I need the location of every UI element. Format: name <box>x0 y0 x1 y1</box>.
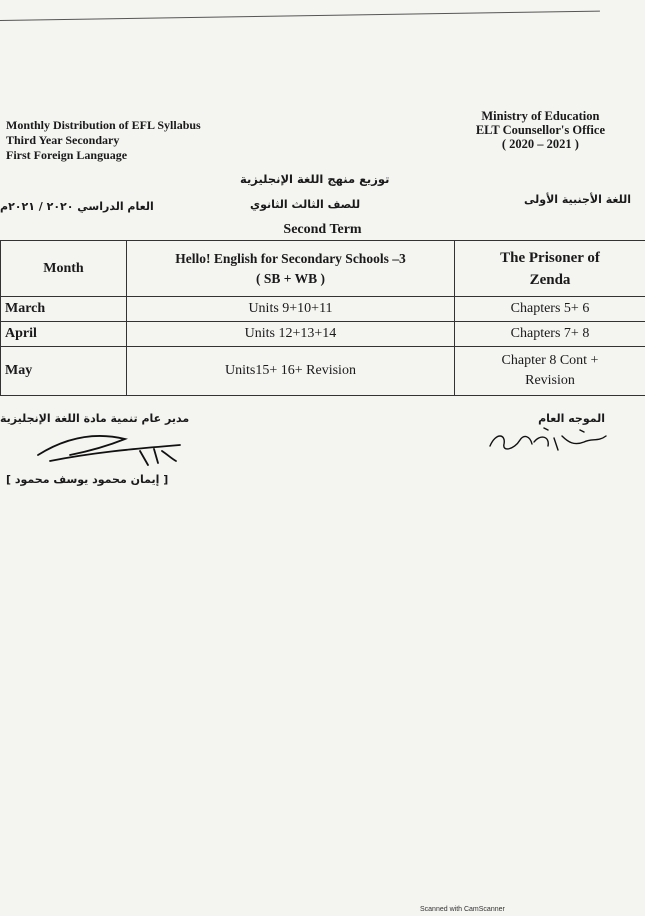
chapters-line2: Revision <box>525 373 575 388</box>
term-title: Second Term <box>283 222 362 237</box>
scanner-watermark: Scanned with CamScanner <box>420 906 505 913</box>
header-left <box>6 118 201 163</box>
arabic-language: اللغة الأجنبية الأولى <box>523 193 631 206</box>
office-name: ELT Counsellor's Office <box>475 123 605 137</box>
arabic-year: العام الدراسي ٢٠٢٠ / ٢٠٢١م <box>0 200 154 213</box>
language-label: First Foreign Language <box>6 148 128 162</box>
novel-title-line2: Zenda <box>529 271 571 288</box>
chapters-cell: Chapters 5+ 6 <box>455 297 645 322</box>
book-parts: ( SB + WB ) <box>256 270 325 286</box>
grade-label: Third Year Secondary <box>6 133 120 147</box>
right-signature-icon <box>484 422 614 458</box>
syllabus-table <box>0 240 645 396</box>
arabic-grade: للصف الثالث الثانوي <box>250 198 361 211</box>
chapters-cell <box>455 347 645 396</box>
month-cell: April <box>1 322 127 347</box>
top-rule <box>0 11 600 21</box>
novel-header <box>455 241 645 297</box>
month-cell: May <box>1 347 127 396</box>
syllabus-title: Monthly Distribution of EFL Syllabus <box>6 118 201 132</box>
academic-year: ( 2020 – 2021 ) <box>501 137 579 151</box>
table-row <box>1 297 645 322</box>
table-row <box>1 322 645 347</box>
header-right <box>476 109 605 151</box>
units-cell: Units 12+13+14 <box>127 322 455 347</box>
table-header-row <box>1 241 645 297</box>
left-signatory-title: مدير عام تنمية مادة اللغة الإنجليزية <box>0 412 190 425</box>
units-cell: Units15+ 16+ Revision <box>127 347 455 396</box>
table-row <box>1 347 645 396</box>
book-title: Hello! English for Secondary Schools –3 <box>175 250 406 266</box>
month-header: Month <box>1 241 127 297</box>
arabic-title: توزيع منهج اللغة الإنجليزية <box>240 172 390 186</box>
units-cell: Units 9+10+11 <box>127 297 455 322</box>
book-header <box>127 241 455 297</box>
month-cell: March <box>1 297 127 322</box>
left-signature-icon <box>30 425 190 473</box>
left-signatory-name: [ إيمان محمود يوسف محمود ] <box>6 473 169 486</box>
chapters-cell: Chapters 7+ 8 <box>455 322 645 347</box>
ministry-name: Ministry of Education <box>481 109 600 123</box>
chapters-line1: Chapter 8 Cont + <box>501 353 599 368</box>
novel-title-line1: The Prisoner of <box>500 249 600 266</box>
right-signatory-title: الموجه العام <box>538 412 605 425</box>
